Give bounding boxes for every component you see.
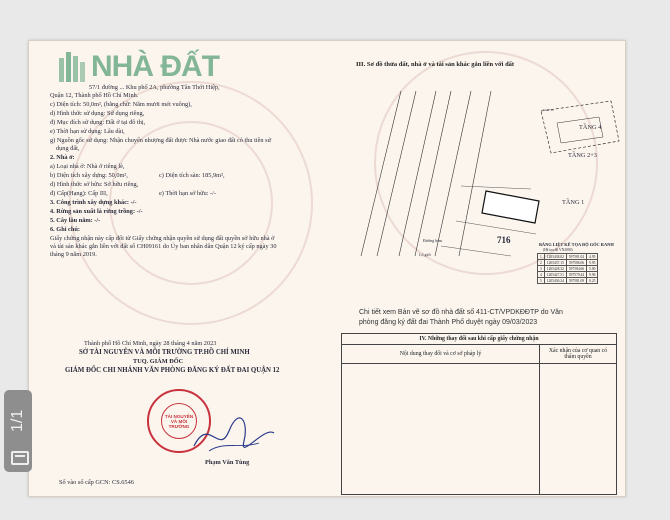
land-plot-diagram (341, 71, 626, 261)
floor-1-label: TẦNG 1 (562, 199, 585, 206)
coord-cell: 1205428.32 (544, 266, 566, 272)
coord-cell: 597586.06 (566, 260, 586, 266)
certificate-number: Số vào sổ cấp GCN: CS.6546 (59, 479, 134, 486)
land-origin-1: g) Nguồn gốc sử dụng: Nhận chuyển nhượng đất được Nhà nước giao đất có thu tiền sử (50, 137, 271, 144)
coord-cell: 5 (538, 278, 545, 284)
perennial-trees: 5. Cây lâu năm: -/- (50, 217, 101, 224)
notes-heading: 6. Ghi chú: (50, 226, 80, 233)
signer-name: Phạm Văn Tùng (205, 459, 250, 466)
watermark-logo (57, 47, 219, 87)
notes-1: Giấy chứng nhận này cấp đổi từ Giấy chứng nhận quyền sử dụng đất quyền sở hữu nhà ở (50, 235, 275, 242)
changes-table-title: IV. Những thay đổi sau khi cấp giấy chứng nhận (342, 334, 617, 345)
seal-label: TÀI NGUYÊN VÀ MÔI TRƯỜNG (164, 413, 194, 429)
floor-2-3-label: TẦNG 2+3 (568, 152, 597, 159)
coord-cell: 3 (538, 266, 545, 272)
house-grade: đ) Cấp(Hạng): Cấp III, (50, 190, 108, 197)
left-column (29, 41, 329, 496)
coord-cell: 1205436.24 (544, 278, 566, 284)
page-counter-overlay[interactable] (4, 390, 32, 472)
table-row (538, 278, 598, 284)
coord-cell: 5.00 (587, 266, 598, 272)
logo-text: NHÀ ĐẤT (91, 50, 219, 83)
changes-table (341, 333, 617, 495)
image-icon[interactable] (11, 451, 29, 465)
land-use-term: e) Thời hạn sử dụng: Lâu dài, (50, 128, 125, 135)
coordinate-table (537, 253, 598, 284)
ownership-form: d) Hình thức sở hữu: Sở hữu riêng, (50, 181, 139, 188)
house-logo-icon (57, 50, 87, 84)
floor-area: c) Diện tích sàn: 185,9m², (159, 172, 225, 179)
land-area: c) Diện tích: 50,0m², (bằng chữ: Năm mươi mét vuông), (50, 101, 192, 108)
table-header-row (342, 345, 617, 364)
coord-cell: 1205437.15 (544, 260, 566, 266)
notes-2: và tài sản khác gắn liền với đất số CH09161 do Ủy ban nhân dân Quận 12 ký cấp ngày 30 (50, 243, 277, 250)
coord-cell: 1205427.51 (544, 272, 566, 278)
coord-cell: 597581.02 (566, 254, 586, 260)
coord-cell: 597581.09 (566, 278, 586, 284)
signature (189, 411, 279, 461)
construction-area: b) Diện tích xây dựng: 50,0m², (50, 172, 128, 179)
plot-number: 716 (497, 235, 511, 245)
coordinate-table-title: BẢNG LIỆT KÊ TỌA ĐỘ GÓC RANH (539, 242, 614, 247)
coord-cell: 9.96 (587, 272, 598, 278)
inset-label: Số 57/1C (543, 108, 555, 112)
coord-cell: 4 (538, 272, 545, 278)
detail-note-1: Chi tiết xem Bản vẽ sơ đồ nhà đất số 411-CT/VPDKĐĐTP do Văn (359, 309, 563, 316)
issue-date: Thành phố Hồ Chí Minh, ngày 28 tháng 4 năm 2023 (84, 340, 217, 347)
production-forest: 4. Rừng sản xuất là rừng trồng: -/- (50, 208, 143, 215)
table-cell (540, 364, 617, 495)
coord-cell: 1205438.02 (544, 254, 566, 260)
land-use-purpose: đ) Mục đích sử dụng: Đất ở tại đô thị, (50, 119, 146, 126)
column-header-content: Nội dung thay đổi và cơ sở pháp lý (342, 345, 540, 364)
coordinate-table-subtitle: (Hệ tọa độ VN2000) (543, 248, 573, 252)
coord-cell: 597584.66 (566, 266, 586, 272)
coord-cell: 9.95 (587, 260, 598, 266)
diagram-heading: III. Sơ đồ thửa đất, nhà ở và tài sản khác gắn liền với đất (356, 61, 515, 68)
coord-cell: 2 (538, 260, 545, 266)
house-type: a) Loại nhà ở: Nhà ở riêng lẻ, (50, 163, 125, 170)
address-line-1: 57/1 đường ... Khu phố 2A, phường Tân Thới Hiệp, (89, 84, 220, 91)
house-heading: 2. Nhà ở: (50, 154, 75, 161)
road-label-2: Lộ giới (419, 252, 431, 257)
notes-3: tháng 9 năm 2019. (50, 251, 97, 258)
floor-4-label: TẦNG 4 (579, 124, 602, 131)
other-construction: 3. Công trình xây dựng khác: -/- (50, 199, 137, 206)
page-counter: 1/1 (9, 409, 26, 432)
detail-note-2: phòng đăng ký đất đai Thành Phố duyệt ngày 09/03/2023 (359, 319, 538, 326)
table-row (342, 364, 617, 495)
signing-capacity: TUQ. GIÁM ĐỐC (133, 358, 184, 365)
right-column (331, 41, 625, 496)
coord-cell: 4.95 (587, 254, 598, 260)
coord-cell: 597579.44 (566, 272, 586, 278)
column-header-confirm: Xác nhận của cơ quan có thẩm quyền (540, 345, 617, 364)
address-line-2: Quận 12, Thành phố Hồ Chí Minh. (50, 92, 139, 99)
ownership-term: e) Thời hạn sở hữu: -/- (159, 190, 216, 197)
road-label-1: Đường hẻm (423, 238, 443, 243)
table-cell (342, 364, 540, 495)
director-title: GIÁM ĐỐC CHI NHÁNH VĂN PHÒNG ĐĂNG KÝ ĐẤT ĐAI QUẬN 12 (65, 367, 280, 374)
agency-name: SỞ TÀI NGUYÊN VÀ MÔI TRƯỜNG TP.HỒ CHÍ MINH (79, 349, 250, 356)
certificate-page (28, 40, 626, 497)
coord-cell: 0.25 (587, 278, 598, 284)
land-origin-2: dụng đất, (56, 145, 80, 152)
land-use-form: d) Hình thức sử dụng: Sử dụng riêng, (50, 110, 145, 117)
table-header-row (342, 334, 617, 345)
coord-cell: 1 (538, 254, 545, 260)
